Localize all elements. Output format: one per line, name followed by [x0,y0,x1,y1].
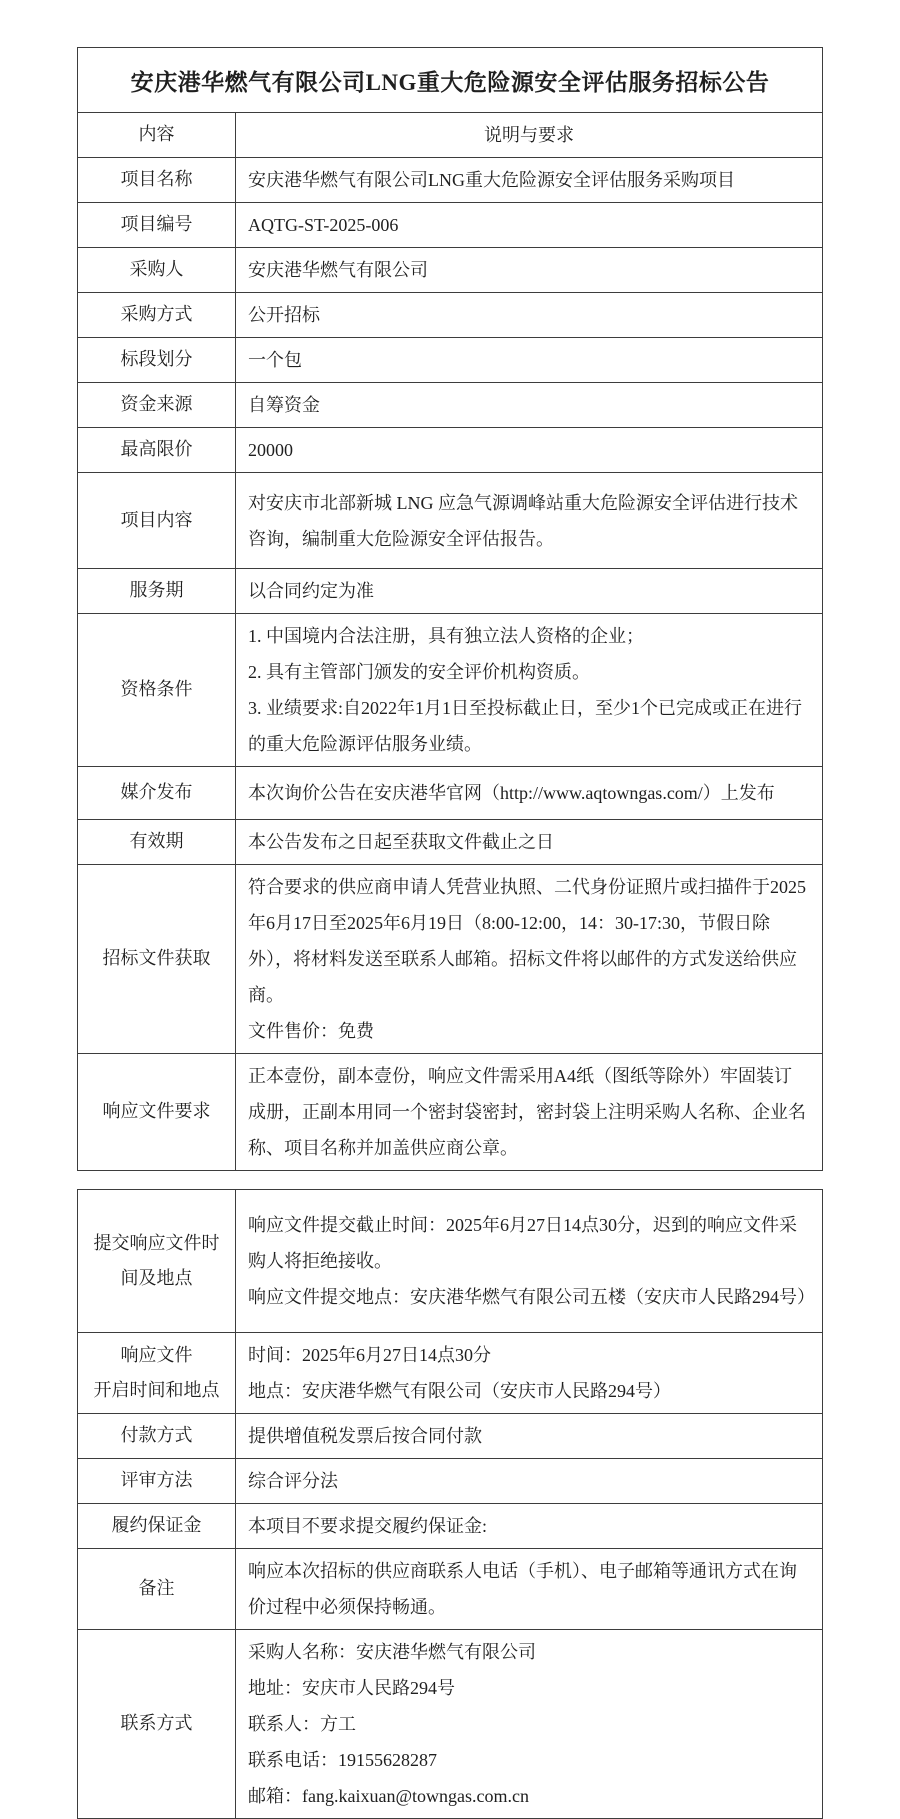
table-row-performance-bond [78,1503,822,1548]
row-value [236,1414,822,1458]
table-row [78,48,822,112]
table-row-procurement-method [78,292,822,337]
row-label [78,1190,236,1332]
row-label: 采购方式 [78,293,236,337]
row-value-text: 安庆港华燃气有限公司LNG重大危险源安全评估服务采购项目 [248,170,735,190]
row-label: 联系方式 [78,1630,236,1818]
table-row-qualification [78,613,822,766]
row-value-text: 响应文件提交截止时间：2025年6月27日14点30分，迟到的响应文件采购人将拒绝接收。 [248,1215,797,1271]
row-value [236,248,822,292]
row-value-text: 对安庆市北部新城 LNG 应急气源调峰站重大危险源安全评估进行技术咨询，编制重大危险源安全评估报告。 [248,492,798,549]
row-label: 评审方法 [78,1459,236,1503]
row-label: 服务期 [78,569,236,613]
row-value [236,820,822,864]
table-row-price-limit [78,427,822,472]
table-row-project-name [78,157,822,202]
row-value-text: 响应文件提交地点：安庆港华燃气有限公司五楼（安庆市人民路294号） [248,1287,815,1307]
row-value-text: 3. 业绩要求:自2022年1月1日至投标截止日，至少1个已完成或正在进行的重大危险源评估服务业绩。 [248,698,802,754]
page-title: 安庆港华燃气有限公司LNG重大危险源安全评估服务招标公告 [130,69,770,95]
row-value-text: AQTG-ST-2025-006 [248,215,399,235]
row-label: 项目内容 [78,473,236,568]
row-value-text: 本公告发布之日起至获取文件截止之日 [248,832,554,852]
address-text: 地址：安庆市人民路294号 [248,1678,455,1698]
row-value [236,428,822,472]
table-row-contact-info [78,1629,822,1818]
contact-person-text: 联系人：方工 [248,1714,356,1734]
row-value-text: 符合要求的供应商申请人凭营业执照、二代身份证照片或扫描件于2025年6月17日至2025年6月19日（8:00-12:00，14：30-17:30，节假日除外），将材料发送至联系人邮箱。招标文件将以邮件的方式发送给供应商。 [248,877,806,1005]
row-value-text: 20000 [248,440,293,460]
row-label: 招标文件获取 [78,865,236,1053]
row-value [236,865,822,1053]
row-value-text: 安庆港华燃气有限公司 [248,260,428,280]
row-value-text: 时间：2025年6月27日14点30分 [248,1345,491,1365]
row-value [236,1333,822,1413]
row-value-text: 一个包 [248,350,302,370]
row-value [236,614,822,766]
row-value [236,293,822,337]
contact-email-text: 邮箱：fang.kaixuan@towngas.com.cn [248,1786,530,1806]
row-label: 备注 [78,1549,236,1629]
table-row-validity-period [78,819,822,864]
row-label: 最高限价 [78,428,236,472]
table-row-submission-time-place [78,1190,822,1332]
contact-phone-text: 联系电话：19155628287 [248,1750,437,1770]
table-row-service-period [78,568,822,613]
row-value [236,1459,822,1503]
row-label-line: 间及地点 [120,1268,193,1288]
column-header-requirements: 说明与要求 [484,125,574,145]
column-header-content: 内容 [78,113,236,157]
row-value [236,569,822,613]
tender-info-table [77,47,823,1171]
row-label: 媒介发布 [78,767,236,819]
row-value [236,338,822,382]
row-label: 采购人 [78,248,236,292]
row-label-line: 响应文件 [120,1344,193,1365]
row-value-text: 文件售价：免费 [248,1021,374,1041]
row-label: 资金来源 [78,383,236,427]
row-value [236,1054,822,1170]
row-value [236,473,822,568]
row-value [236,203,822,247]
purchaser-name-text: 采购人名称：安庆港华燃气有限公司 [248,1642,536,1662]
row-value [236,383,822,427]
table-row-payment-method [78,1413,822,1458]
row-value [236,767,822,819]
row-value-text: 2. 具有主管部门颁发的安全评价机构资质。 [248,662,590,682]
row-value-text: 本项目不要求提交履约保证金: [248,1516,487,1536]
table-row-document-acquisition [78,864,822,1053]
row-label: 响应文件要求 [78,1054,236,1170]
table-row-remarks [78,1548,822,1629]
row-value [236,1630,822,1818]
row-label: 付款方式 [78,1414,236,1458]
row-label: 资格条件 [78,614,236,766]
row-value-text: 综合评分法 [248,1471,338,1491]
row-value-text: 自筹资金 [248,395,320,415]
row-value [236,1190,822,1332]
row-label [78,1333,236,1413]
table-row-project-number [78,202,822,247]
row-label: 项目名称 [78,158,236,202]
row-value [236,158,822,202]
table-row-lot-division [78,337,822,382]
table-row-purchaser [78,247,822,292]
table-header-row [78,112,822,157]
tender-submission-table [77,1189,823,1819]
row-value [236,1549,822,1629]
row-label: 项目编号 [78,203,236,247]
table-row-response-document-requirements [78,1053,822,1170]
row-label: 标段划分 [78,338,236,382]
row-value-text: 以合同约定为准 [248,581,374,601]
row-label-line: 开启时间和地点 [93,1380,220,1400]
row-value [236,1504,822,1548]
row-value-text: 公开招标 [248,305,320,325]
table-row-evaluation-method [78,1458,822,1503]
row-label-line: 提交响应文件时 [93,1232,220,1253]
row-label: 履约保证金 [78,1504,236,1548]
row-value-text: 提供增值税发票后按合同付款 [248,1426,482,1446]
row-value-text: 1. 中国境内合法注册，具有独立法人资格的企业； [248,626,644,646]
table-row-opening-time-place [78,1332,822,1413]
row-label: 有效期 [78,820,236,864]
row-value-text: 响应本次招标的供应商联系人电话（手机）、电子邮箱等通讯方式在询价过程中必须保持畅通。 [248,1561,797,1617]
row-value-text: 地点：安庆港华燃气有限公司（安庆市人民路294号） [248,1381,671,1401]
table-row-media-release [78,766,822,819]
table-row-funding-source [78,382,822,427]
row-value-text: 本次询价公告在安庆港华官网（http://www.aqtowngas.com/）上发布 [248,783,775,803]
table-row-project-content [78,472,822,568]
row-value-text: 正本壹份，副本壹份，响应文件需采用A4纸（图纸等除外）牢固装订成册，正副本用同一个密封袋密封，密封袋上注明采购人名称、企业名称、项目名称并加盖供应商公章。 [248,1066,806,1158]
